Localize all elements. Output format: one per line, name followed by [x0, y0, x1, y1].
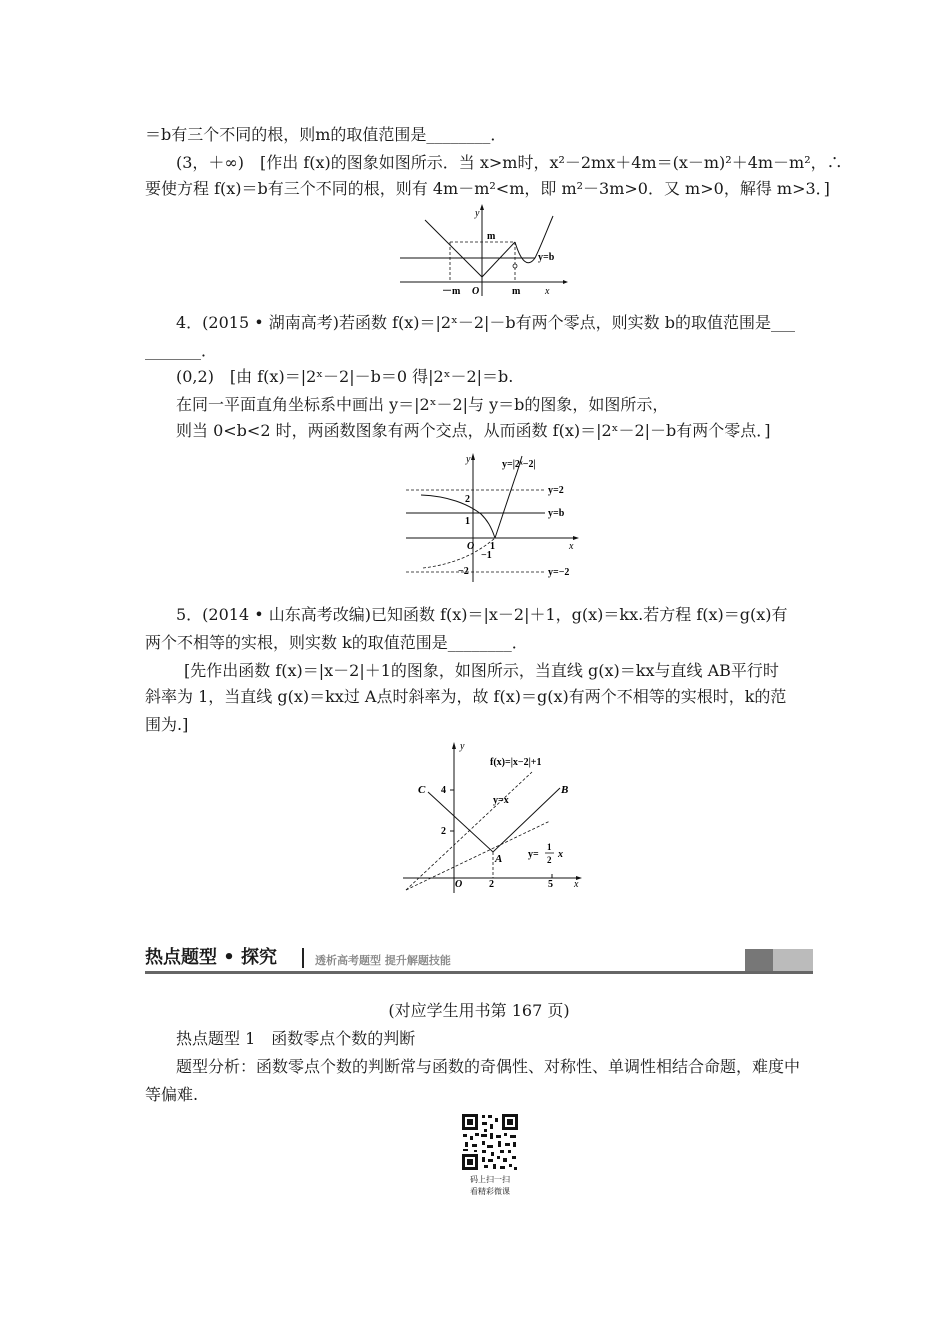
p3-figure — [395, 200, 570, 300]
page-reference: (对应学生用书第 167 页) — [388, 1001, 570, 1020]
label-y: y — [475, 208, 480, 219]
label-m-top: m — [487, 231, 496, 242]
label-y-b: y=b — [548, 508, 565, 519]
tick-2: 2 — [465, 494, 470, 505]
banner-subtitle: 透析高考题型 提升解题技能 — [315, 954, 451, 967]
tick-x-2: 2 — [489, 879, 494, 890]
section-banner — [145, 946, 813, 974]
qr-caption-2: 看精彩微课 — [470, 1187, 510, 1196]
label-y-2: y=2 — [548, 485, 564, 496]
banner-rule — [145, 971, 813, 974]
tick-x-1: 1 — [490, 541, 495, 552]
section-heading: 热点题型 1 函数零点个数的判断 — [176, 1029, 416, 1048]
label-half-den: 2 — [547, 855, 552, 865]
label-y-b: y=b — [538, 252, 555, 263]
qr-caption-1: 码上扫一扫 — [470, 1175, 510, 1184]
p3-answer-line1: (3，＋∞) [作出 f(x)的图象如图所示．当 x>m时，x²－2mx＋4m＝(x－m)²＋4m－m²，∴ — [176, 153, 843, 172]
label-y: y — [466, 454, 471, 465]
label-B: B — [561, 784, 569, 796]
p5-answer-line1: [先作出函数 f(x)＝|x－2|＋1的图象，如图所示，当直线 g(x)＝kx与直线 AB平行时 — [184, 661, 779, 680]
label-m-pos: m — [512, 286, 521, 297]
p3-question-tail: ＝b有三个不同的根，则m的取值范围是________． — [145, 125, 507, 144]
analysis-line1: 题型分析：函数零点个数的判断常与函数的奇偶性、对称性、单调性相结合命题，难度中 — [176, 1057, 801, 1076]
p5-answer-line2: 斜率为 1，当直线 g(x)＝kx过 A点时斜率为，故 f(x)＝g(x)有两个不相等的实根时，k的范 — [145, 687, 787, 706]
analysis-line2: 等偏难. — [145, 1085, 199, 1104]
label-origin: O — [467, 541, 475, 552]
p4-question-line1: 4．(2015 • 湖南高考)若函数 f(x)＝|2ˣ－2|－b有两个零点，则实数 b的取值范围是___ — [176, 313, 796, 332]
p4-answer-line1: (0,2) [由 f(x)＝|2ˣ－2|－b＝0 得|2ˣ－2|＝b. — [176, 367, 514, 386]
label-f: f(x)=|x−2|+1 — [490, 757, 542, 768]
label-curve: y=|2ˣ−2| — [502, 459, 536, 470]
tick-neg1: −1 — [481, 550, 492, 561]
tick-4: 4 — [441, 785, 446, 796]
banner-dark-block — [745, 949, 773, 971]
p5-question-line2: 两个不相等的实根，则实数 k的取值范围是________． — [145, 633, 528, 652]
p4-figure — [403, 450, 583, 585]
label-neg-m: －m — [442, 286, 461, 297]
tick-1: 1 — [465, 516, 470, 527]
label-y: y — [460, 741, 465, 752]
tick-x-5: 5 — [548, 879, 553, 890]
label-y-half-suffix: x — [558, 849, 563, 860]
p4-answer-line2: 在同一平面直角坐标系中画出 y＝|2ˣ－2|与 y＝b的图象，如图所示， — [176, 395, 669, 414]
label-x: x — [569, 541, 574, 552]
label-y-x: y=x — [493, 795, 509, 806]
label-origin: O — [455, 879, 463, 890]
p4-answer-line3: 则当 0<b<2 时，两函数图象有两个交点，从而函数 f(x)＝|2ˣ－2|－b有两个零点．] — [176, 421, 771, 440]
qr-code[interactable] — [460, 1112, 520, 1172]
p5-answer-line3: 围为.] — [145, 715, 189, 734]
curve-left — [421, 495, 495, 538]
label-half-num: 1 — [547, 842, 552, 852]
abs-branch — [425, 220, 515, 277]
label-y-neg2: y=−2 — [548, 567, 570, 578]
tick-neg2: −2 — [458, 566, 469, 577]
label-x: x — [574, 879, 579, 890]
tick-2: 2 — [441, 826, 446, 837]
p5-question-line1: 5．(2014 • 山东高考改编)已知函数 f(x)＝|x－2|＋1，g(x)＝kx.若方程 f(x)＝g(x)有 — [176, 605, 788, 624]
banner-separator — [302, 948, 304, 968]
label-A: A — [495, 853, 503, 865]
label-origin: O — [472, 286, 480, 297]
banner-light-block — [773, 949, 813, 971]
p3-answer-line2: 要使方程 f(x)＝b有三个不同的根，则有 4m－m²<m，即 m²－3m>0．又 m>0，解得 m>3．] — [145, 179, 830, 198]
banner-title: 热点题型 • 探究 — [145, 947, 278, 968]
label-x: x — [545, 286, 550, 297]
p4-question-line2: _______． — [145, 341, 218, 360]
p5-figure — [398, 735, 588, 895]
label-y-half-prefix: y= — [528, 849, 539, 860]
label-C: C — [418, 784, 426, 796]
